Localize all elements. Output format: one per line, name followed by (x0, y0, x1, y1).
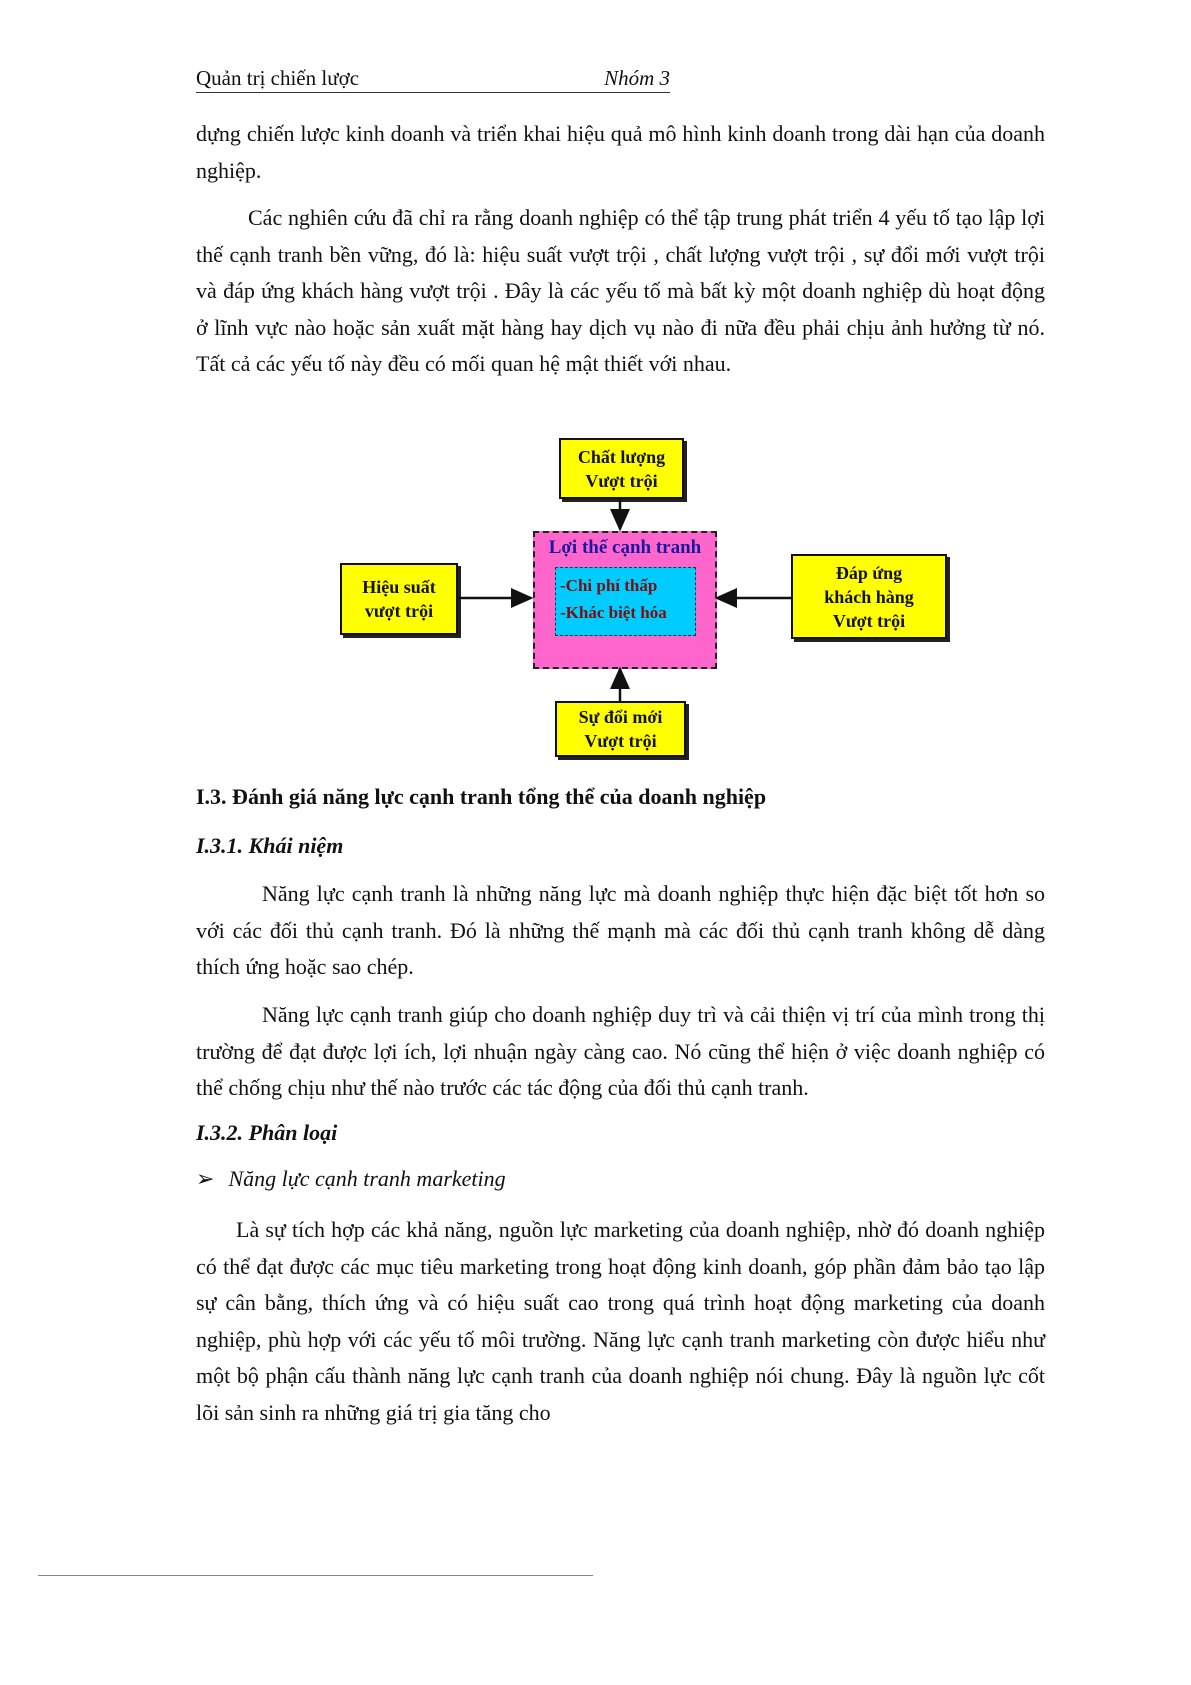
box-customer-line1: Đáp ứng (835, 562, 903, 583)
heading-i3: I.3. Đánh giá năng lực cạnh tranh tổng thể của doanh nghiệp (196, 784, 767, 809)
paragraph-1: dựng chiến lược kinh doanh và triển khai hiệu quả mô hình kinh doanh trong dài hạn của doanh nghiệp. (196, 121, 1045, 183)
box-innovation-line2: Vượt trội (584, 731, 657, 751)
bullet-item (196, 1166, 506, 1192)
center-title: Lợi thế cạnh tranh (548, 537, 702, 558)
box-customer-line3: Vượt trội (832, 610, 906, 631)
header-title: Quản trị chiến lược (196, 66, 360, 90)
box-efficiency-line1: Hiệu suất (362, 577, 436, 597)
box-customer-line2: khách hàng (824, 586, 914, 607)
bullet-text: Năng lực cạnh tranh marketing (228, 1166, 506, 1191)
box-innovation-line1: Sự đổi mới (578, 707, 663, 727)
center-item-differentiation: -Khác biệt hóa (560, 603, 667, 622)
paragraph-2: Các nghiên cứu đã chỉ ra rằng doanh nghiệp có thể tập trung phát triển 4 yếu tố tạo lập lợi thế cạnh tranh bền vững, đó là: hiệu suất vượt trội , chất lượng vượt trội , sự đổi mới vượt trội và đáp ứng khách hàng vượt trội . Đây là các yếu tố mà bất kỳ một doanh nghiệp dù hoạt động ở lĩnh vực nào hoặc sản xuất mặt hàng hay dịch vụ nào đi nữa đều phải chịu ảnh hưởng từ nó. Tất cả các yếu tố này đều có mối quan hệ mật thiết với nhau. (196, 205, 1045, 377)
box-quality-line1: Chất lượng (577, 446, 666, 467)
heading-i3-1: I.3.1. Khái niệm (196, 833, 344, 858)
box-quality-line2: Vượt trội (585, 470, 658, 491)
paragraph-3: Năng lực cạnh tranh là những năng lực mà doanh nghiệp thực hiện đặc biệt tốt hơn so với các đối thủ cạnh tranh. Đó là những thế mạnh mà các đối thủ cạnh tranh không dễ dàng thích ứng hoặc sao chép. (196, 881, 1045, 980)
footer-divider (38, 1575, 593, 1576)
center-item-low-cost: -Chi phí thấp (560, 576, 658, 595)
paragraph-5: Là sự tích hợp các khả năng, nguồn lực marketing của doanh nghiệp, nhờ đó doanh nghiệp có thể đạt được các mục tiêu marketing trong hoạt động kinh doanh, góp phần đảm bảo tạo lập sự cân bằng, thích ứng và có hiệu suất cao trong quá trình hoạt động marketing của doanh nghiệp, phù hợp với các yếu tố môi trường. Năng lực cạnh tranh marketing còn được hiểu như một bộ phận cấu thành năng lực cạnh tranh của doanh nghiệp nói chung. Đây là nguồn lực cốt lõi sản sinh ra những giá trị gia tăng cho (196, 1217, 1045, 1425)
header-group: Nhóm 3 (604, 66, 670, 90)
heading-i3-2: I.3.2. Phân loại (196, 1120, 338, 1145)
box-efficiency-line2: vượt trội (364, 601, 434, 621)
diagram-arrows (0, 0, 1191, 800)
paragraph-4: Năng lực cạnh tranh giúp cho doanh nghiệp duy trì và cải thiện vị trí của mình trong thị trường để đạt được lợi ích, lợi nhuận ngày càng cao. Nó cũng thể hiện ở việc doanh nghiệp có thể chống chịu như thế nào trước các tác động của đối thủ cạnh tranh. (196, 1002, 1045, 1101)
bullet-arrow-icon: ➢ (196, 1166, 215, 1191)
